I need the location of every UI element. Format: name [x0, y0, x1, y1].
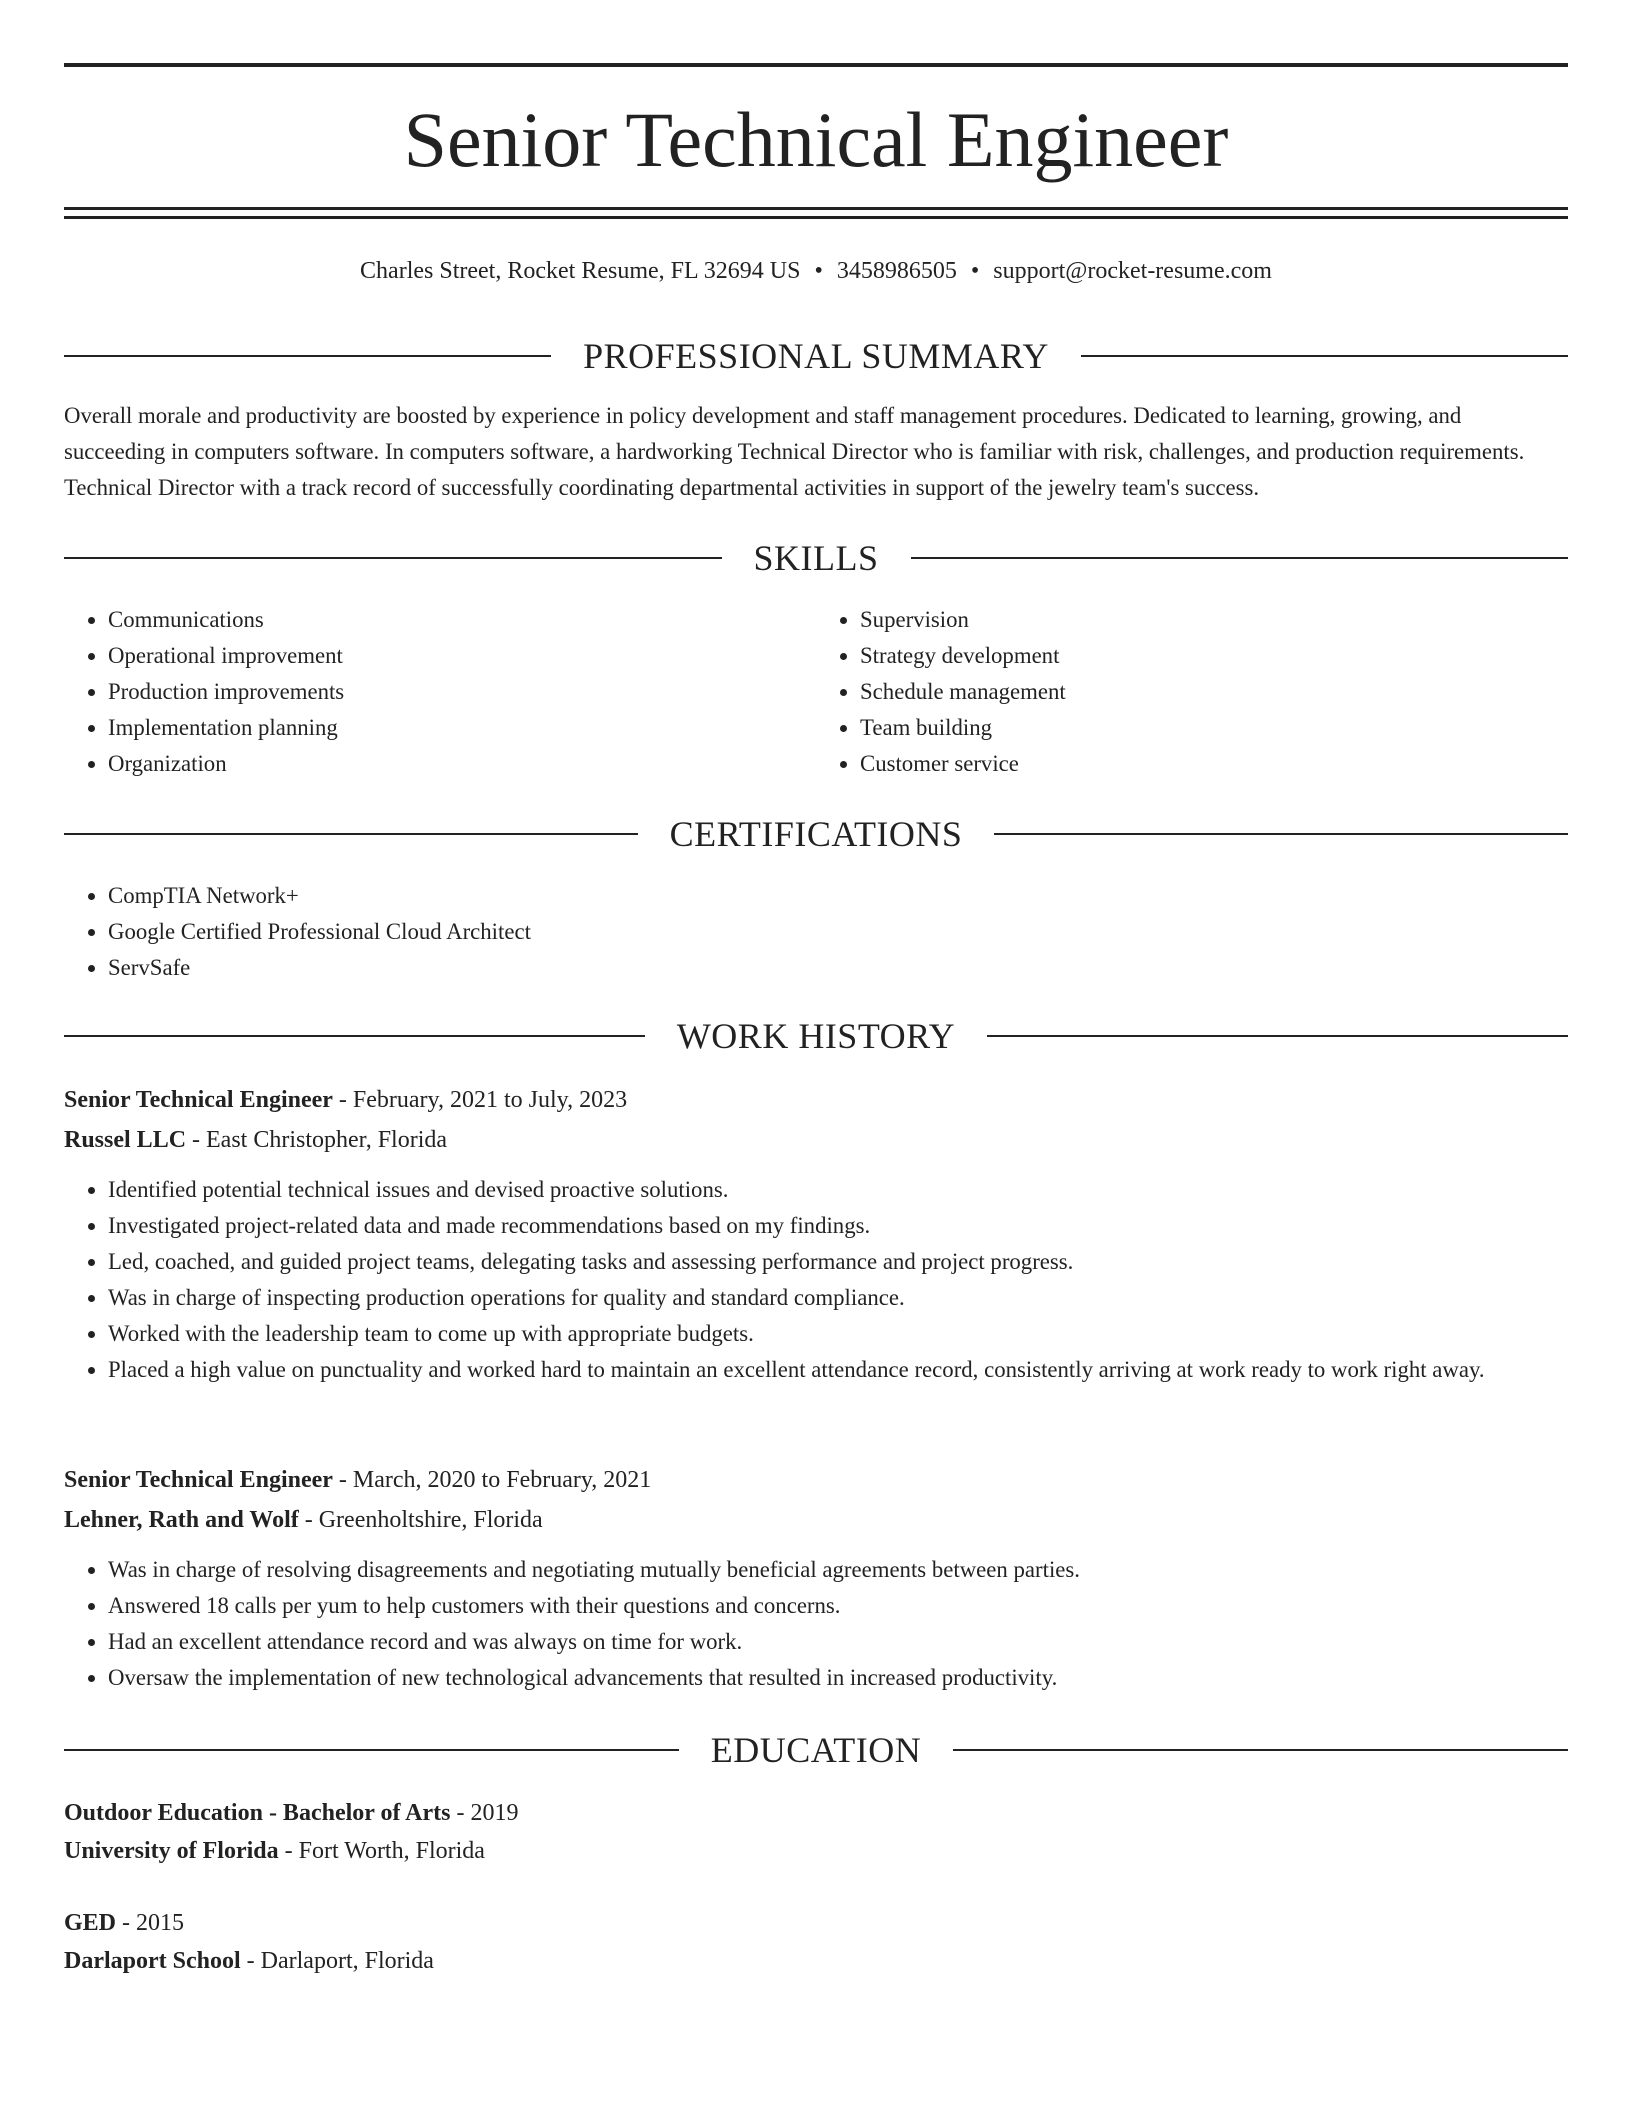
heading-rule	[64, 1749, 679, 1751]
skill-item: • Customer service	[860, 746, 1568, 782]
summary-paragraph: Overall morale and productivity are boosted by experience in policy development and staff management procedures. Dedicated to learning, growing, and succeeding in computers software. In computers software, a hardworking Technical Director who is familiar with risk, challenges, and production requirements. Technical Director with a track record of successfully coordinating departmental activities in support of the jewelry team's success.	[64, 403, 1525, 500]
contact-separator: •	[970, 258, 980, 284]
job-bullet: • Identified potential technical issues and devised proactive solutions.	[108, 1172, 1568, 1208]
job-bullets	[64, 1552, 1568, 1696]
section-heading-certifications	[64, 812, 1568, 856]
job-company: Russel LLC	[64, 1127, 187, 1153]
education-location: - Fort Worth, Florida	[278, 1838, 485, 1864]
skill-item: • Schedule management	[860, 674, 1568, 710]
job-title-line	[64, 1460, 1568, 1500]
certification-item: • CompTIA Network+	[108, 878, 1568, 914]
header-bottom-rule	[64, 207, 1568, 210]
header-top-rule	[64, 63, 1568, 67]
job-entry	[64, 1460, 1568, 1696]
education-degree: GED	[64, 1910, 117, 1936]
job-dates: - February, 2021 to July, 2023	[332, 1087, 628, 1113]
job-bullet: • Led, coached, and guided project teams, delegating tasks and assessing performance and project progress.	[108, 1244, 1568, 1280]
job-dates: - March, 2020 to February, 2021	[332, 1467, 652, 1493]
heading-rule	[911, 557, 1569, 559]
education-school-line	[64, 1832, 1568, 1870]
section-title: EDUCATION	[710, 1730, 922, 1770]
contact-line	[64, 255, 1568, 287]
certification-item: • ServSafe	[108, 950, 1568, 986]
education-school: Darlaport School	[64, 1948, 241, 1974]
job-bullet: • Oversaw the implementation of new technological advancements that resulted in increased productivity.	[108, 1660, 1568, 1696]
resume-title: Senior Technical Engineer	[403, 96, 1229, 183]
job-location: - East Christopher, Florida	[186, 1127, 448, 1153]
job-location: - Greenholtshire, Florida	[298, 1507, 543, 1533]
education-year: - 2019	[450, 1800, 519, 1826]
skill-item: • Implementation planning	[108, 710, 816, 746]
skills-list	[64, 602, 1568, 782]
education-degree: Outdoor Education - Bachelor of Arts	[64, 1800, 451, 1826]
education-entry	[64, 1904, 1568, 1980]
job-bullet: • Investigated project-related data and made recommendations based on my findings.	[108, 1208, 1568, 1244]
section-heading-summary	[64, 334, 1568, 378]
section-title: WORK HISTORY	[676, 1016, 956, 1056]
job-company: Lehner, Rath and Wolf	[64, 1507, 299, 1533]
section-title: SKILLS	[753, 538, 879, 578]
job-title: Senior Technical Engineer	[64, 1087, 333, 1113]
heading-rule	[1081, 355, 1568, 357]
skill-item: • Organization	[108, 746, 816, 782]
education-location: - Darlaport, Florida	[240, 1948, 434, 1974]
job-bullet: • Was in charge of resolving disagreements and negotiating mutually beneficial agreements between parties.	[108, 1552, 1568, 1588]
skill-item: • Team building	[860, 710, 1568, 746]
skills-column-right	[816, 602, 1568, 782]
section-heading-work-history	[64, 1014, 1568, 1058]
skill-item: • Operational improvement	[108, 638, 816, 674]
skill-item: • Supervision	[860, 602, 1568, 638]
job-title: Senior Technical Engineer	[64, 1467, 333, 1493]
heading-rule	[64, 1035, 645, 1037]
section-heading-skills	[64, 536, 1568, 580]
job-bullet: • Answered 18 calls per yum to help customers with their questions and concerns.	[108, 1588, 1568, 1624]
heading-rule	[64, 355, 551, 357]
education-degree-line	[64, 1904, 1568, 1942]
education-year: - 2015	[116, 1910, 185, 1936]
job-company-line	[64, 1500, 1568, 1540]
contact-address: Charles Street, Rocket Resume, FL 32694 US	[360, 258, 801, 284]
heading-rule	[987, 1035, 1568, 1037]
education-degree-line	[64, 1794, 1568, 1832]
certifications-list	[64, 878, 1568, 986]
heading-rule	[994, 833, 1568, 835]
section-title: PROFESSIONAL SUMMARY	[583, 336, 1049, 376]
skill-item: • Production improvements	[108, 674, 816, 710]
contact-separator: •	[814, 258, 823, 284]
header-bottom-rule-double	[64, 216, 1568, 219]
contact-email[interactable]: support@rocket-resume.com	[993, 258, 1272, 284]
job-bullet: • Worked with the leadership team to come up with appropriate budgets.	[108, 1316, 1568, 1352]
heading-rule	[64, 557, 722, 559]
skill-item: • Communications	[108, 602, 816, 638]
education-entry	[64, 1794, 1568, 1870]
education-school: University of Florida	[64, 1838, 279, 1864]
heading-rule	[953, 1749, 1568, 1751]
job-title-line	[64, 1080, 1568, 1120]
job-entry	[64, 1080, 1568, 1388]
education-school-line	[64, 1942, 1568, 1980]
section-heading-education	[64, 1728, 1568, 1772]
heading-rule	[64, 833, 638, 835]
skills-column-left	[64, 602, 816, 782]
contact-phone: 3458986505	[836, 258, 957, 284]
job-bullets	[64, 1172, 1568, 1388]
skill-item: • Strategy development	[860, 638, 1568, 674]
job-bullet: • Had an excellent attendance record and was always on time for work.	[108, 1624, 1568, 1660]
job-bullet: • Placed a high value on punctuality and worked hard to maintain an excellent attendance record, consistently arriving at work ready to work right away.	[108, 1352, 1568, 1388]
job-bullet: • Was in charge of inspecting production operations for quality and standard compliance.	[108, 1280, 1568, 1316]
section-title: CERTIFICATIONS	[669, 814, 963, 854]
job-company-line	[64, 1120, 1568, 1160]
certification-item: • Google Certified Professional Cloud Architect	[108, 914, 1568, 950]
